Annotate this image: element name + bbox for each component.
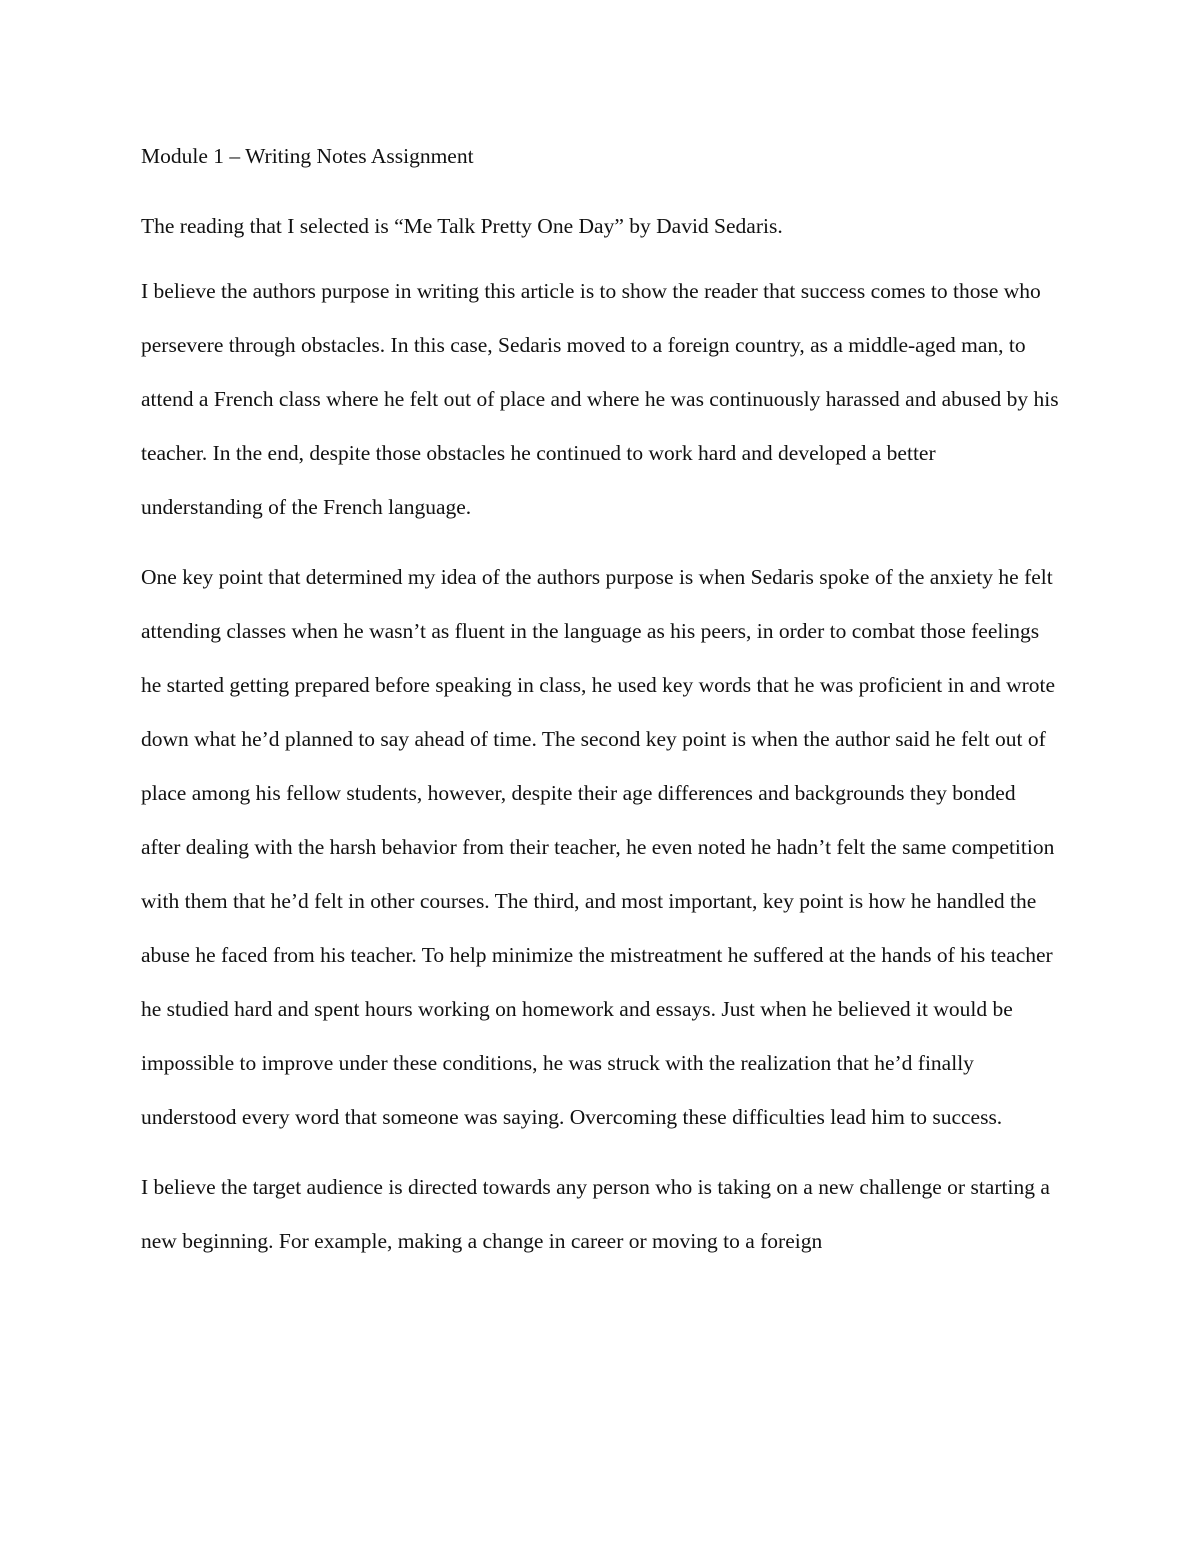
paragraph-purpose: I believe the authors purpose in writing this article is to show the reader that success comes to those who persevere through obstacles. In this case, Sedaris moved to a foreign country, as a middle-aged man, to attend a French class where he felt out of place and where he was continuously harassed and abused by his teacher. In the end, despite those obstacles he continued to work hard and developed a better understanding of the French language. <box>141 279 1059 519</box>
paragraph-key-points: One key point that determined my idea of the authors purpose is when Sedaris spoke of the anxiety he felt attending classes when he wasn’t as fluent in the language as his peers, in order to combat those feelings he started getting prepared before speaking in class, he used key words that he was proficient in and wrote down what he’d planned to say ahead of time. The second key point is when the author said he felt out of place among his fellow students, however, despite their age differences and backgrounds they bonded after dealing with the harsh behavior from their teacher, he even noted he hadn’t felt the same competition with them that he’d felt in other courses. The third, and most important, key point is how he handled the abuse he faced from his teacher. To help minimize the mistreatment he suffered at the hands of his teacher he studied hard and spent hours working on homework and essays. Just when he believed it would be impossible to improve under these conditions, he was struck with the realization that he’d finally understood every word that someone was saying. Overcoming these difficulties lead him to success. <box>141 565 1056 1129</box>
document-title: Module 1 – Writing Notes Assignment <box>141 144 474 168</box>
paragraph-target-audience: I believe the target audience is directed towards any person who is taking on a new challenge or starting a new beginning. For example, making a change in career or moving to a foreign <box>141 1175 1050 1253</box>
intro-line: The reading that I selected is “Me Talk Pretty One Day” by David Sedaris. <box>141 214 783 238</box>
document-body <box>141 140 1059 1268</box>
